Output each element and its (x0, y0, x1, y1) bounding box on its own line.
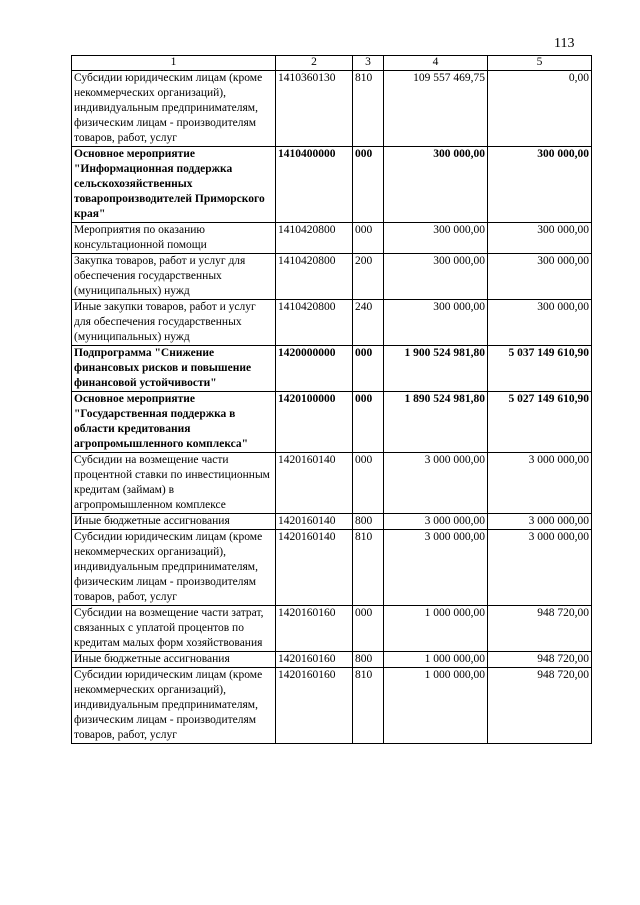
row-name: Субсидии юридическим лицам (кроме некоммерческих организаций), индивидуальным предпринимателям, физическим лицам - производителям товаров, работ, услуг (72, 668, 276, 744)
row-sum-1: 1 000 000,00 (384, 652, 488, 668)
row-sum-1: 300 000,00 (384, 254, 488, 300)
table-row (72, 530, 592, 606)
header-col-2: 2 (276, 56, 353, 71)
page-number: 113 (554, 36, 575, 51)
row-name: Субсидии на возмещение части затрат, связанных с уплатой процентов по кредитам малых форм хозяйствования (72, 606, 276, 652)
table-row (72, 300, 592, 346)
row-sum-2: 948 720,00 (488, 668, 592, 744)
row-sum-1: 300 000,00 (384, 300, 488, 346)
row-code: 1420160160 (276, 606, 353, 652)
row-code: 1420100000 (276, 392, 353, 453)
row-name: Субсидии юридическим лицам (кроме некоммерческих организаций), индивидуальным предпринимателям, физическим лицам - производителям товаров, работ, услуг (72, 71, 276, 147)
header-col-3: 3 (353, 56, 384, 71)
row-name: Иные бюджетные ассигнования (72, 652, 276, 668)
header-col-4: 4 (384, 56, 488, 71)
table-row (72, 668, 592, 744)
row-code: 1420000000 (276, 346, 353, 392)
table-row (72, 71, 592, 147)
row-sum-1: 3 000 000,00 (384, 514, 488, 530)
row-code: 1420160140 (276, 453, 353, 514)
row-code: 1410400000 (276, 147, 353, 223)
row-code: 1420160160 (276, 652, 353, 668)
row-sum-1: 300 000,00 (384, 223, 488, 254)
table-row (72, 223, 592, 254)
row-type: 000 (353, 392, 384, 453)
row-type: 810 (353, 71, 384, 147)
row-name: Иные закупки товаров, работ и услуг для обеспечения государственных (муниципальных) нужд (72, 300, 276, 346)
row-sum-2: 300 000,00 (488, 300, 592, 346)
table-row (72, 392, 592, 453)
row-type: 800 (353, 652, 384, 668)
row-type: 000 (353, 223, 384, 254)
header-col-5: 5 (488, 56, 592, 71)
row-code: 1410360130 (276, 71, 353, 147)
row-sum-2: 948 720,00 (488, 606, 592, 652)
row-sum-2: 300 000,00 (488, 147, 592, 223)
row-code: 1410420800 (276, 254, 353, 300)
row-name: Субсидии юридическим лицам (кроме некоммерческих организаций), индивидуальным предпринимателям, физическим лицам - производителям товаров, работ, услуг (72, 530, 276, 606)
row-code: 1410420800 (276, 300, 353, 346)
row-code: 1420160160 (276, 668, 353, 744)
row-code: 1420160140 (276, 530, 353, 606)
row-sum-1: 1 000 000,00 (384, 606, 488, 652)
row-sum-1: 3 000 000,00 (384, 530, 488, 606)
row-name: Основное мероприятие "Государственная поддержка в области кредитования агропромышленного комплекса" (72, 392, 276, 453)
row-type: 800 (353, 514, 384, 530)
row-sum-2: 3 000 000,00 (488, 514, 592, 530)
row-type: 000 (353, 453, 384, 514)
table-row (72, 346, 592, 392)
table-row (72, 254, 592, 300)
row-name: Субсидии на возмещение части процентной ставки по инвестиционным кредитам (займам) в агропромышленном комплексе (72, 453, 276, 514)
row-name: Закупка товаров, работ и услуг для обеспечения государственных (муниципальных) нужд (72, 254, 276, 300)
table-row (72, 147, 592, 223)
row-type: 810 (353, 530, 384, 606)
row-code: 1420160140 (276, 514, 353, 530)
row-sum-1: 109 557 469,75 (384, 71, 488, 147)
row-sum-2: 5 027 149 610,90 (488, 392, 592, 453)
header-row (72, 56, 592, 71)
row-sum-2: 300 000,00 (488, 254, 592, 300)
row-sum-1: 3 000 000,00 (384, 453, 488, 514)
row-type: 000 (353, 346, 384, 392)
row-sum-2: 0,00 (488, 71, 592, 147)
row-sum-2: 3 000 000,00 (488, 453, 592, 514)
header-col-1: 1 (72, 56, 276, 71)
row-name: Мероприятия по оказанию консультационной помощи (72, 223, 276, 254)
row-type: 000 (353, 606, 384, 652)
row-type: 810 (353, 668, 384, 744)
row-type: 000 (353, 147, 384, 223)
row-sum-1: 1 000 000,00 (384, 668, 488, 744)
table-row (72, 652, 592, 668)
row-sum-2: 948 720,00 (488, 652, 592, 668)
row-sum-2: 3 000 000,00 (488, 530, 592, 606)
row-sum-2: 5 037 149 610,90 (488, 346, 592, 392)
row-type: 240 (353, 300, 384, 346)
row-name: Подпрограмма "Снижение финансовых рисков и повышение финансовой устойчивости" (72, 346, 276, 392)
row-type: 200 (353, 254, 384, 300)
budget-table (71, 55, 592, 744)
table-row (72, 606, 592, 652)
row-sum-1: 1 900 524 981,80 (384, 346, 488, 392)
row-sum-2: 300 000,00 (488, 223, 592, 254)
row-sum-1: 300 000,00 (384, 147, 488, 223)
row-sum-1: 1 890 524 981,80 (384, 392, 488, 453)
table-row (72, 453, 592, 514)
table-row (72, 514, 592, 530)
row-code: 1410420800 (276, 223, 353, 254)
row-name: Иные бюджетные ассигнования (72, 514, 276, 530)
row-name: Основное мероприятие "Информационная поддержка сельскохозяйственных товаропроизводителей Приморского края" (72, 147, 276, 223)
